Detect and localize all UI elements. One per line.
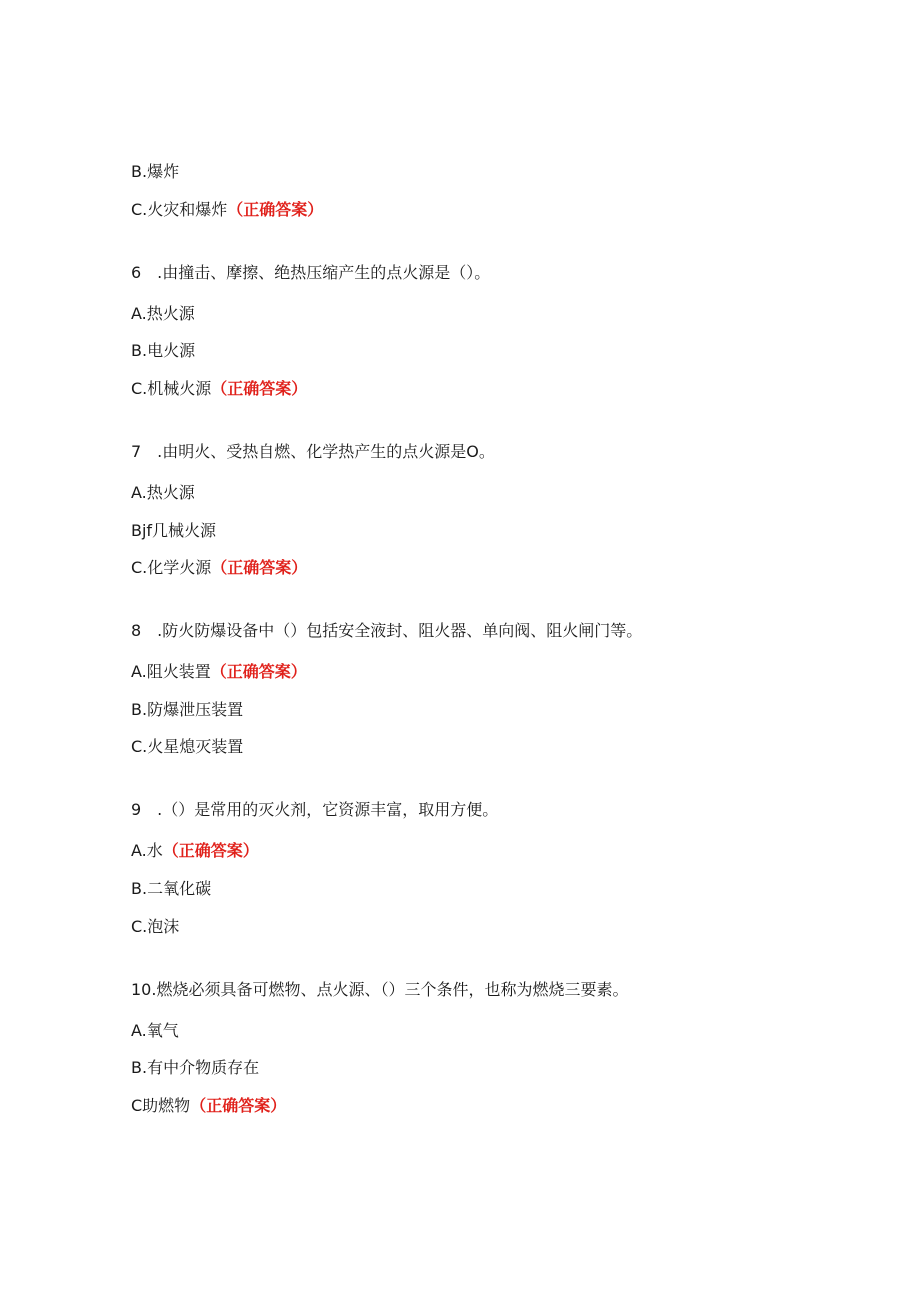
question-text: 8 .防火防爆设备中（）包括安全液封、阻火器、单向阀、阻火闸门等。 bbox=[131, 621, 643, 640]
option-line bbox=[131, 1096, 286, 1116]
question-text: 9 .（）是常用的灭火剂，它资源丰富，取用方便。 bbox=[131, 800, 499, 819]
option-line bbox=[131, 304, 195, 324]
question-line bbox=[131, 800, 498, 820]
question-line bbox=[131, 621, 642, 641]
correct-answer-tag: （正确答案） bbox=[210, 662, 307, 681]
option-text: A.氧气 bbox=[131, 1021, 179, 1040]
option-line bbox=[131, 917, 179, 937]
option-line bbox=[131, 558, 307, 578]
option-text: B.二氧化碳 bbox=[131, 879, 212, 898]
option-line bbox=[131, 200, 323, 220]
correct-answer-tag: （正确答案） bbox=[162, 841, 259, 860]
correct-answer-tag: （正确答案） bbox=[190, 1096, 287, 1115]
option-line bbox=[131, 521, 216, 541]
correct-answer-tag: （正确答案） bbox=[211, 558, 308, 577]
question-text: 7 .由明火、受热自燃、化学热产生的点火源是O。 bbox=[131, 442, 495, 461]
option-text: B.爆炸 bbox=[131, 162, 180, 181]
option-text: C.泡沫 bbox=[131, 917, 180, 936]
option-line bbox=[131, 662, 307, 682]
option-line bbox=[131, 1021, 179, 1041]
option-text: B.防爆泄压装置 bbox=[131, 700, 244, 719]
option-text: C.机械火源 bbox=[131, 379, 212, 398]
option-line bbox=[131, 841, 259, 861]
option-text: C助燃物 bbox=[131, 1096, 191, 1115]
correct-answer-tag: （正确答案） bbox=[227, 200, 324, 219]
question-line bbox=[131, 263, 490, 283]
option-text: Bjf几械火源 bbox=[131, 521, 217, 540]
question-line bbox=[131, 442, 495, 462]
option-text: A.热火源 bbox=[131, 304, 195, 323]
option-text: B.电火源 bbox=[131, 341, 196, 360]
question-text: 6 .由撞击、摩擦、绝热压缩产生的点火源是（）。 bbox=[131, 263, 491, 282]
option-line bbox=[131, 700, 243, 720]
option-line bbox=[131, 162, 179, 182]
option-line bbox=[131, 737, 243, 757]
option-line bbox=[131, 483, 195, 503]
option-text: A.水 bbox=[131, 841, 163, 860]
option-text: C.火灾和爆炸 bbox=[131, 200, 228, 219]
correct-answer-tag: （正确答案） bbox=[211, 379, 308, 398]
question-line bbox=[131, 980, 628, 1000]
option-line bbox=[131, 379, 307, 399]
question-text: 10.燃烧必须具备可燃物、点火源、（）三个条件，也称为燃烧三要素。 bbox=[131, 980, 629, 999]
option-text: C.火星熄灭装置 bbox=[131, 737, 244, 756]
option-text: B.有中介物质存在 bbox=[131, 1058, 260, 1077]
option-line bbox=[131, 1058, 259, 1078]
option-text: A.阻火装置 bbox=[131, 662, 211, 681]
option-line bbox=[131, 341, 195, 361]
option-line bbox=[131, 879, 211, 899]
option-text: A.热火源 bbox=[131, 483, 195, 502]
option-text: C.化学火源 bbox=[131, 558, 212, 577]
